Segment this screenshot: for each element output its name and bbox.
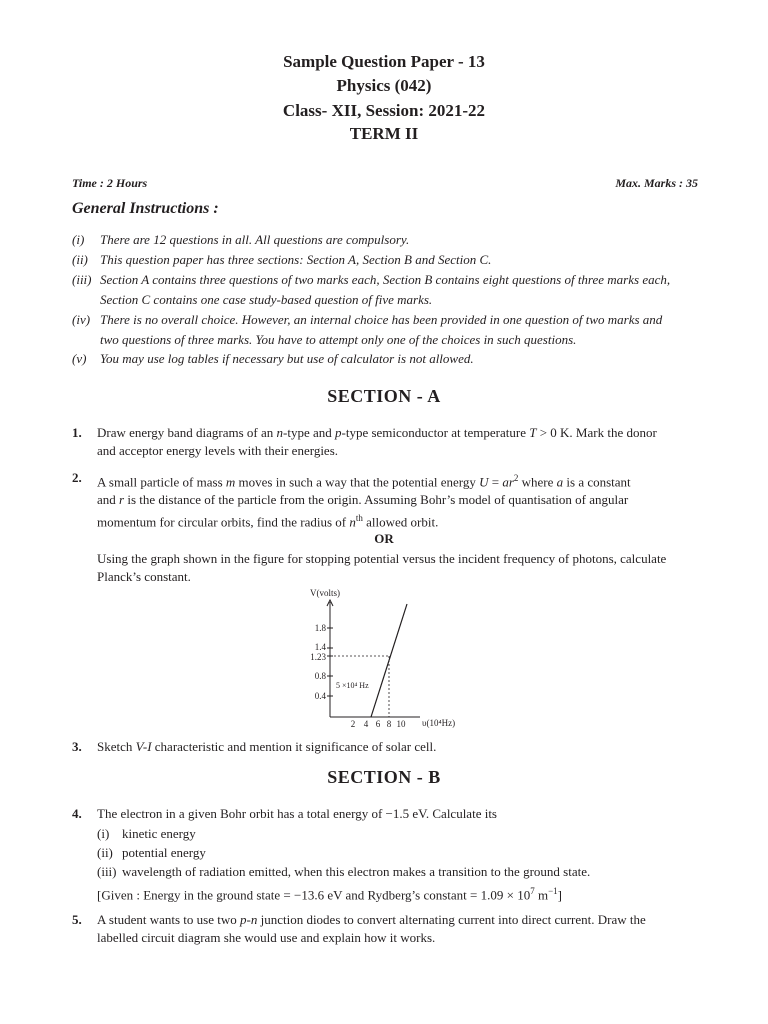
- question-text: Sketch V-I characteristic and mention it significance of solar cell.: [97, 739, 437, 754]
- instruction-text: two questions of three marks. You have to attempt only one of the choices in such questions.: [100, 331, 577, 347]
- y-tick-label: 1.8: [314, 623, 326, 633]
- instruction-text: Section C contains one case study-based question of five marks.: [100, 291, 433, 307]
- question-4-given: [Given : Energy in the ground state = −13.6 eV and Rydberg’s constant = $1.09 \times 10^7$ $m^{-1}$]: [97, 886, 562, 903]
- instruction-number: (ii): [72, 252, 88, 267]
- question-4-part: (iii) wavelength of radiation emitted, when this electron makes a transition to the ground state.: [97, 864, 591, 879]
- instruction-number: (i): [72, 232, 85, 247]
- question-4-part: (ii) potential energy: [97, 845, 206, 860]
- instruction-text: This question paper has three sections: Section A, Section B and Section C.: [100, 252, 492, 267]
- instruction-number: (iv): [72, 312, 91, 327]
- question-text: A student wants to use two p-n junction diodes to convert alternating current into direct current. Draw the labelled circuit diagram she would use and explain how it works.: [97, 912, 646, 945]
- instruction-text: There is no overall choice. However, an internal choice has been provided in one question of two marks and: [100, 312, 663, 327]
- x-tick-label: 2: [350, 719, 356, 729]
- question-4-part: (i) kinetic energy: [97, 826, 196, 841]
- instruction-text: There are 12 questions in all. All questions are compulsory.: [100, 232, 410, 247]
- threshold-annotation: 5 ×10⁴ Hz: [336, 681, 369, 690]
- instruction-text: You may use log tables if necessary but use of calculator is not allowed.: [100, 351, 474, 366]
- question-number: 1.: [72, 425, 82, 440]
- question-number: 3.: [72, 739, 82, 754]
- y-axis-label: V(volts): [310, 588, 340, 598]
- instruction-text: Section A contains three questions of two marks each, Section B contains eight questions of three marks each,: [100, 272, 671, 287]
- x-tick-label: 10: [396, 719, 406, 729]
- or-separator: OR: [374, 531, 394, 546]
- question-number: 4.: [72, 806, 82, 821]
- x-tick-label: 4: [363, 719, 369, 729]
- paper-subject: Physics (042): [336, 76, 432, 95]
- question-number: 2.: [72, 470, 82, 485]
- y-tick-label: 0.8: [314, 671, 326, 681]
- x-tick-label: 8: [386, 719, 392, 729]
- x-axis-label: υ(10⁴Hz): [422, 718, 456, 728]
- instruction-number: (v): [72, 351, 87, 366]
- instruction-number: (iii): [72, 272, 92, 287]
- max-marks: Max. Marks : 35: [615, 176, 698, 190]
- paper-class-session: Class- XII, Session: 2021-22: [282, 101, 486, 120]
- question-text: A small particle of mass m moves in such a way that the potential energy $U = ar^2$ where a is a constant and r is the distance of the particle from the origin. Assuming Bohr’s model of quantisation of angular momentum for circular orbits, find the radius of $n^{th}$ allowed orbit.: [97, 473, 631, 530]
- stopping-potential-graph: [300, 584, 470, 734]
- question-number: 5.: [72, 912, 82, 927]
- section-a-heading: SECTION - A: [327, 386, 441, 406]
- paper-title: Sample Question Paper - 13: [283, 52, 485, 71]
- section-b-heading: SECTION - B: [327, 767, 441, 787]
- x-tick-label: 6: [375, 719, 381, 729]
- question-2-alternative: Using the graph shown in the figure for stopping potential versus the incident frequency of photons, calculate Planck’s constant.: [97, 551, 667, 584]
- y-tick-label: 0.4: [314, 691, 326, 701]
- paper-term: TERM II: [349, 124, 419, 143]
- question-text: Draw energy band diagrams of an n-type and p-type semiconductor at temperature T > 0 K. Mark the donor and acceptor energy levels with their energies.: [97, 425, 657, 458]
- general-instructions-title: General Instructions :: [72, 200, 219, 217]
- y-tick-label: 1.23: [310, 652, 326, 662]
- time-allowed: Time : 2 Hours: [72, 176, 148, 190]
- question-text: The electron in a given Bohr orbit has a total energy of −1.5 eV. Calculate its: [97, 806, 497, 821]
- y-tick-label: 1.4: [314, 642, 326, 652]
